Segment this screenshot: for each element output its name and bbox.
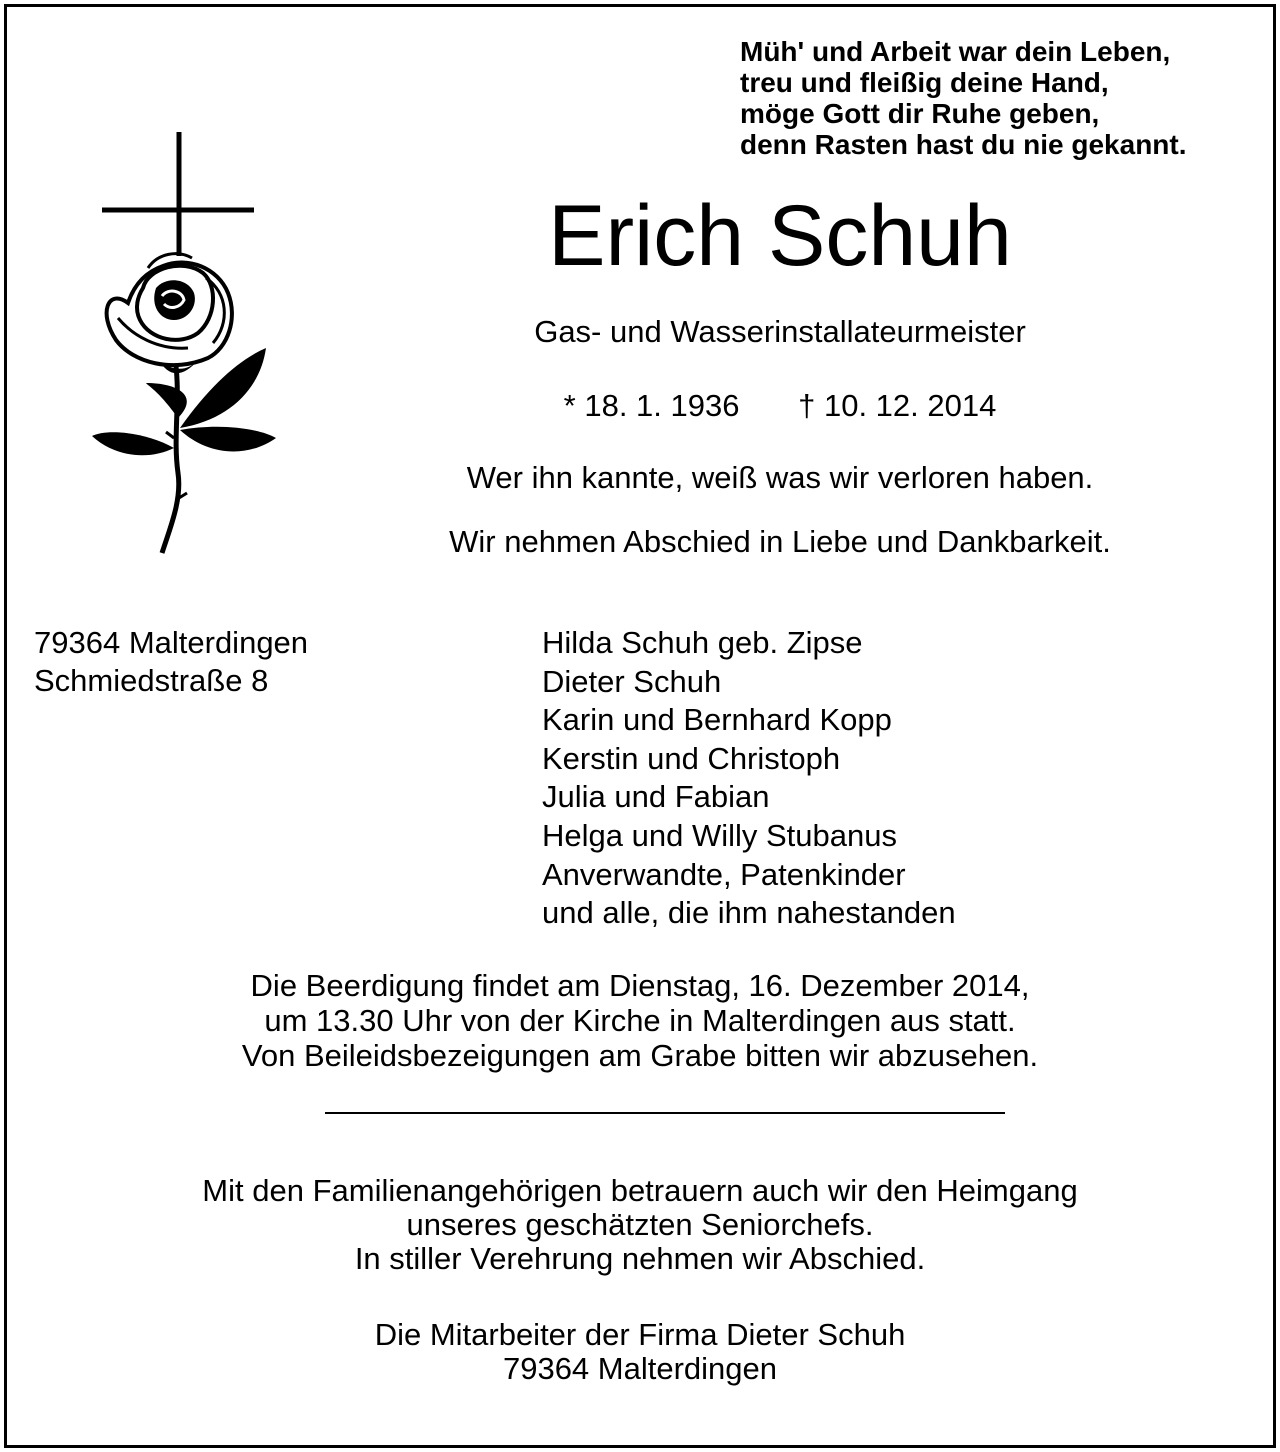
mourner: Helga und Willy Stubanus: [542, 817, 897, 853]
divider: [325, 1112, 1005, 1114]
verse-line: Müh' und Arbeit war dein Leben,: [740, 36, 1171, 67]
company-signature: [0, 1318, 1280, 1386]
cross-with-rose-icon: [88, 128, 288, 558]
mourners-list: [542, 624, 956, 933]
mourner: Kerstin und Christoph: [542, 740, 841, 776]
quote: Wer ihn kannte, weiß was wir verloren haben.: [466, 460, 1094, 495]
profession: Gas- und Wasserinstallateurmeister: [534, 314, 1026, 349]
deceased-name: Erich Schuh: [548, 188, 1012, 284]
funeral-line: Die Beerdigung findet am Dienstag, 16. Dezember 2014,: [250, 968, 1030, 1003]
mourner: Hilda Schuh geb. Zipse: [542, 625, 863, 660]
verse-line: möge Gott dir Ruhe geben,: [740, 98, 1100, 129]
staff-line: In stiller Verehrung nehmen wir Abschied.: [354, 1241, 926, 1276]
funeral-line: Von Beileidsbezeigungen am Grabe bitten wir abzusehen.: [241, 1038, 1039, 1073]
mourner: und alle, die ihm nahestanden: [542, 895, 956, 931]
staff-notice: [0, 1174, 1280, 1276]
funeral-line: um 13.30 Uhr von der Kirche in Malterdingen aus statt.: [264, 1003, 1016, 1038]
staff-line: unseres geschätzten Seniorchefs.: [406, 1207, 874, 1242]
address-city: 79364 Malterdingen: [34, 625, 309, 660]
mourner: Anverwandte, Patenkinder: [542, 856, 906, 892]
company-line: 79364 Malterdingen: [502, 1351, 778, 1386]
verse-line: treu und fleißig deine Hand,: [740, 67, 1109, 98]
verse: [740, 36, 1187, 160]
life-dates: [280, 388, 1280, 424]
address-street: Schmiedstraße 8: [34, 663, 269, 698]
mourner: Julia und Fabian: [542, 779, 770, 815]
mourner: Karin und Bernhard Kopp: [542, 702, 892, 738]
verse-line: denn Rasten hast du nie gekannt.: [740, 129, 1187, 160]
mourner: Dieter Schuh: [542, 663, 722, 699]
birth-date: * 18. 1. 1936: [563, 388, 740, 423]
company-line: Die Mitarbeiter der Firma Dieter Schuh: [374, 1317, 906, 1352]
staff-line: Mit den Familienangehörigen betrauern auch wir den Heimgang: [202, 1173, 1078, 1208]
funeral-notice: [0, 968, 1280, 1073]
death-date: † 10. 12. 2014: [798, 388, 997, 423]
farewell-text: Wir nehmen Abschied in Liebe und Dankbarkeit.: [449, 524, 1111, 559]
address: [34, 624, 308, 700]
